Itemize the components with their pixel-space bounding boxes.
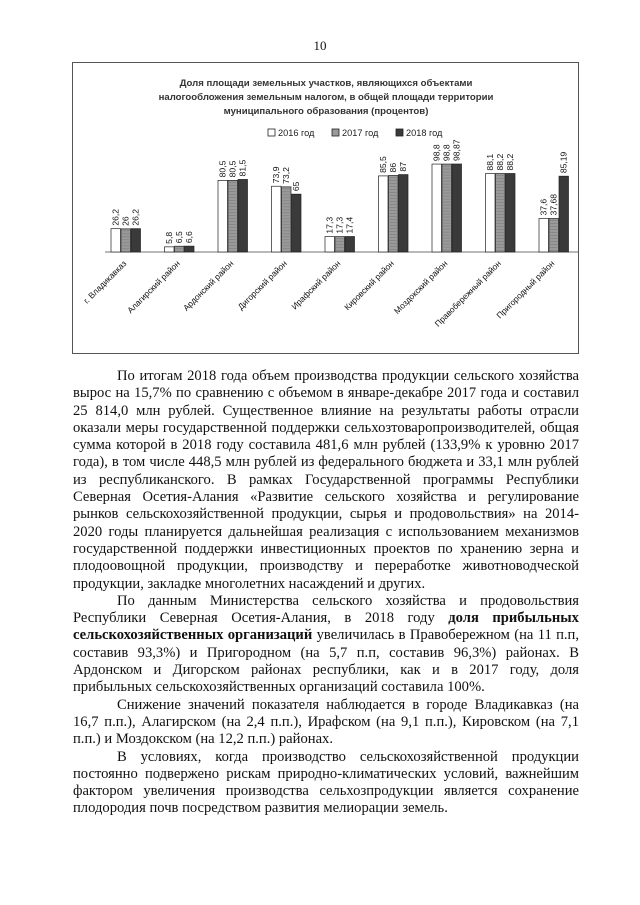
bar [506,174,516,252]
text-run: В условиях, когда производство сельскохозяйственной продукции постоянно подвержено рискам природно-климатических условий, важнейшим фактором увеличения производства сельхозпродукции является сохранение плодородия почв посредством развития мелиорации земель. [73,748,579,817]
bar [165,247,175,252]
chart-title-line: Доля площади земельных участков, являющихся объектами [179,78,473,89]
category-label: Дигорский район [235,258,289,312]
data-label: 73,9 [271,166,282,184]
data-label: 98,8 [441,144,452,162]
data-label: 17,3 [334,216,345,234]
data-label: 98,87 [451,139,462,162]
chart-title-line: муниципального образования (процентов) [223,106,429,117]
data-label: 37,68 [548,193,559,216]
text-run: Снижение значений показателя наблюдается в городе Владикавказ (на 16,7 п.п.), Алагирском (на 2,4 п.п.), Ирафском (на 9,1 п.п.), Кировском (на 7,1 п.п.) и Моздокском (на 12,2 п.п.) районах. [73,696,579,748]
bar [185,246,195,252]
bar [432,164,442,252]
bar [452,164,462,252]
data-label: 65 [291,181,302,192]
data-label: 86 [388,162,399,173]
data-label: 80,5 [227,160,238,178]
text-run: увеличилась в Правобережном (на 11 п.п, составив 93,3%) и Пригородном (на 5,7 п.п, составив 96,3%) районах. В Ардонском и Дигорском районах республики, как и в 2017 году, доля прибыльных сельскохозяйственных организаций составила 100%. [73,627,579,696]
bar [379,176,389,252]
bar [238,179,248,252]
data-label: 81,5 [237,159,248,177]
bar-chart [73,63,578,353]
bar [345,237,355,252]
legend-entry: 2017 год [342,128,379,138]
bar [272,186,282,252]
bar [121,229,131,252]
paragraph [73,368,579,593]
chart-title-line: налогообложения земельным налогом, в общей площади территории [158,92,494,103]
bar [111,229,121,252]
legend-entry: 2018 год [406,128,443,138]
data-label: 37,6 [538,198,549,216]
paragraph [73,749,579,818]
data-label: 88,2 [495,153,506,171]
bar [335,237,345,252]
text-run: По итогам 2018 года объем производства продукции сельского хозяйства вырос на 15,7% по сравнению с объемом в январе-декабре 2017 года и составил 25 814,0 млн рублей. Существенное влияние на результаты работы отрасли оказали меры государственной поддержки сельхозтоваропроизводителей, общая сумма которой в 2018 году составила 481,6 млн рублей (133,9% к уровню 2017 года), в том числе 448,5 млн рублей из федерального бюджета и 33,1 млн рублей из республиканского. В рамках Государственной программы Республики Северная Осетия-Алания «Развитие сельского хозяйства и регулирование рынков сельскохозяйственной продукции, сырья и продовольствия» на 2014-2020 годы планируется дальнейшая реализация с использованием механизмов государственной поддержки инвестиционных проектов по хранению зерна и плодоовощной продукции, производству и переработке животноводческой продукции, закладке многолетних насаждений и других. [73,368,579,592]
legend-swatch [268,129,275,136]
category-label: Моздокский район [391,258,450,316]
data-label: 6,6 [184,231,195,244]
category-label: Пригородный район [494,258,557,321]
bar [228,180,238,252]
data-label: 26,2 [110,208,121,226]
paragraph [73,697,579,749]
category-label: Алагирский район [125,258,182,316]
body-text [73,368,579,818]
data-label: 17,4 [344,216,355,234]
bar [559,176,569,252]
bar [399,175,409,252]
category-label: Правобережный район [432,258,503,329]
bar [325,237,335,252]
legend-swatch [396,129,403,136]
data-label: 88,1 [485,153,496,171]
bar [292,194,302,252]
data-label: 6,5 [174,231,185,244]
bar [131,229,141,252]
data-label: 73,2 [281,167,292,184]
text-run: По данным Министерства сельского хозяйства и продовольствия Республики Северная Осетия-Алания, в 2018 году [73,592,579,627]
data-label: 17,3 [324,216,335,234]
bar [175,246,185,252]
data-label: 26,2 [130,208,141,226]
data-label: 87 [398,162,409,172]
category-label: г. Владикавказ [81,258,129,306]
page-number: 10 [313,38,327,53]
data-label: 26 [120,216,131,226]
category-label: Ардонский район [180,258,236,313]
category-label: Ирафский район [289,258,343,312]
chart-container [72,62,579,354]
bar [539,219,549,252]
bar [282,187,292,252]
bar [486,174,496,252]
data-label: 80,5 [217,160,228,178]
data-label: 88,2 [505,153,516,171]
legend-swatch [332,129,339,136]
data-label: 98,8 [431,144,442,162]
data-label: 5,8 [164,231,175,244]
category-label: Кировский район [342,258,396,313]
legend-entry: 2016 год [278,128,315,138]
data-label: 85,5 [378,156,389,173]
data-label: 85,19 [558,151,569,174]
bold-phrase: доля прибыльных сельскохозяйственных организаций [73,610,579,644]
paragraph [73,593,579,697]
bar [496,174,506,252]
bar [218,180,228,252]
